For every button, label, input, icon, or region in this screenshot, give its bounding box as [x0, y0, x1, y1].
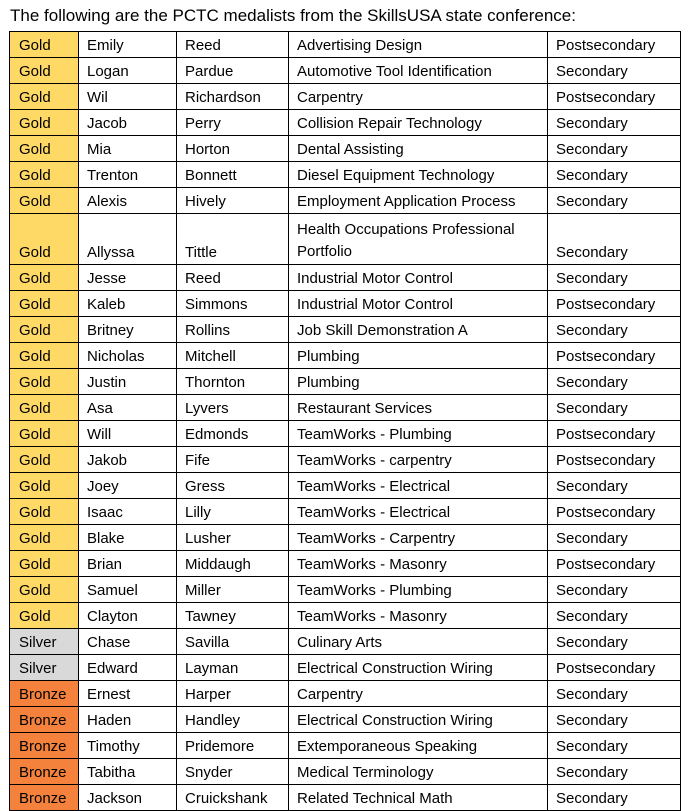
last-name-cell: Thornton — [177, 369, 289, 395]
last-name-cell: Savilla — [177, 629, 289, 655]
last-name-cell: Harper — [177, 681, 289, 707]
last-name-cell: Hively — [177, 188, 289, 214]
first-name-cell: Justin — [79, 369, 177, 395]
first-name-cell: Ernest — [79, 681, 177, 707]
medal-cell: Gold — [10, 577, 79, 603]
medal-cell: Silver — [10, 629, 79, 655]
event-cell: Medical Terminology — [289, 759, 548, 785]
last-name-cell: Edmonds — [177, 421, 289, 447]
event-cell: TeamWorks - Electrical — [289, 499, 548, 525]
first-name-cell: Logan — [79, 58, 177, 84]
event-cell: Dental Assisting — [289, 136, 548, 162]
table-row — [10, 733, 681, 759]
level-cell: Postsecondary — [548, 343, 681, 369]
first-name-cell: Mia — [79, 136, 177, 162]
first-name-cell: Nicholas — [79, 343, 177, 369]
event-cell: Carpentry — [289, 681, 548, 707]
last-name-cell: Lusher — [177, 525, 289, 551]
table-row — [10, 32, 681, 58]
level-cell: Secondary — [548, 525, 681, 551]
level-cell: Postsecondary — [548, 84, 681, 110]
level-cell: Secondary — [548, 136, 681, 162]
medal-cell: Gold — [10, 369, 79, 395]
last-name-cell: Pridemore — [177, 733, 289, 759]
medal-cell: Gold — [10, 395, 79, 421]
level-cell: Secondary — [548, 214, 681, 265]
first-name-cell: Wil — [79, 84, 177, 110]
level-cell: Secondary — [548, 369, 681, 395]
event-cell: TeamWorks - Masonry — [289, 603, 548, 629]
medal-cell: Silver — [10, 655, 79, 681]
last-name-cell: Richardson — [177, 84, 289, 110]
level-cell: Postsecondary — [548, 32, 681, 58]
event-cell: TeamWorks - Electrical — [289, 473, 548, 499]
medal-cell: Gold — [10, 343, 79, 369]
last-name-cell: Cruickshank — [177, 785, 289, 811]
level-cell: Secondary — [548, 629, 681, 655]
level-cell: Secondary — [548, 681, 681, 707]
document-heading: The following are the PCTC medalists from the SkillsUSA state conference: — [10, 6, 576, 25]
level-cell: Secondary — [548, 785, 681, 811]
table-row — [10, 785, 681, 811]
medal-cell: Gold — [10, 265, 79, 291]
event-cell: Extemporaneous Speaking — [289, 733, 548, 759]
table-row — [10, 265, 681, 291]
first-name-cell: Jackson — [79, 785, 177, 811]
last-name-cell: Tawney — [177, 603, 289, 629]
event-cell: Plumbing — [289, 343, 548, 369]
event-cell: Industrial Motor Control — [289, 265, 548, 291]
last-name-cell: Lyvers — [177, 395, 289, 421]
medal-cell: Gold — [10, 551, 79, 577]
level-cell: Postsecondary — [548, 655, 681, 681]
event-cell: Electrical Construction Wiring — [289, 655, 548, 681]
event-cell: Related Technical Math — [289, 785, 548, 811]
first-name-cell: Trenton — [79, 162, 177, 188]
table-row — [10, 759, 681, 785]
medal-cell: Gold — [10, 603, 79, 629]
first-name-cell: Chase — [79, 629, 177, 655]
medal-cell: Gold — [10, 136, 79, 162]
last-name-cell: Middaugh — [177, 551, 289, 577]
last-name-cell: Handley — [177, 707, 289, 733]
event-cell: Collision Repair Technology — [289, 110, 548, 136]
table-row — [10, 577, 681, 603]
level-cell: Secondary — [548, 317, 681, 343]
last-name-cell: Pardue — [177, 58, 289, 84]
table-row — [10, 291, 681, 317]
event-cell: Electrical Construction Wiring — [289, 707, 548, 733]
first-name-cell: Joey — [79, 473, 177, 499]
first-name-cell: Samuel — [79, 577, 177, 603]
medal-cell: Gold — [10, 58, 79, 84]
level-cell: Secondary — [548, 265, 681, 291]
table-row — [10, 707, 681, 733]
first-name-cell: Brian — [79, 551, 177, 577]
medal-cell: Gold — [10, 317, 79, 343]
first-name-cell: Will — [79, 421, 177, 447]
event-cell: Restaurant Services — [289, 395, 548, 421]
medalists-table — [9, 31, 681, 811]
event-cell: TeamWorks - Masonry — [289, 551, 548, 577]
level-cell: Secondary — [548, 707, 681, 733]
table-row — [10, 395, 681, 421]
last-name-cell: Fife — [177, 447, 289, 473]
first-name-cell: Timothy — [79, 733, 177, 759]
first-name-cell: Haden — [79, 707, 177, 733]
table-row — [10, 655, 681, 681]
last-name-cell: Perry — [177, 110, 289, 136]
table-row — [10, 447, 681, 473]
medal-cell: Gold — [10, 421, 79, 447]
last-name-cell: Reed — [177, 265, 289, 291]
last-name-cell: Bonnett — [177, 162, 289, 188]
last-name-cell: Gress — [177, 473, 289, 499]
last-name-cell: Lilly — [177, 499, 289, 525]
level-cell: Postsecondary — [548, 447, 681, 473]
table-row — [10, 629, 681, 655]
event-cell: Culinary Arts — [289, 629, 548, 655]
event-cell: Carpentry — [289, 84, 548, 110]
level-cell: Secondary — [548, 162, 681, 188]
medal-cell: Gold — [10, 84, 79, 110]
event-cell: Job Skill Demonstration A — [289, 317, 548, 343]
medal-cell: Gold — [10, 447, 79, 473]
event-cell: Plumbing — [289, 369, 548, 395]
medal-cell: Gold — [10, 32, 79, 58]
level-cell: Postsecondary — [548, 551, 681, 577]
table-row — [10, 214, 681, 265]
medal-cell: Gold — [10, 291, 79, 317]
event-cell: TeamWorks - Plumbing — [289, 577, 548, 603]
level-cell: Secondary — [548, 603, 681, 629]
medal-cell: Bronze — [10, 785, 79, 811]
event-cell: Industrial Motor Control — [289, 291, 548, 317]
last-name-cell: Miller — [177, 577, 289, 603]
last-name-cell: Reed — [177, 32, 289, 58]
table-row — [10, 499, 681, 525]
first-name-cell: Jacob — [79, 110, 177, 136]
first-name-cell: Clayton — [79, 603, 177, 629]
first-name-cell: Edward — [79, 655, 177, 681]
table-row — [10, 473, 681, 499]
first-name-cell: Blake — [79, 525, 177, 551]
medal-cell: Gold — [10, 214, 79, 265]
event-cell: Health Occupations Professional Portfolio — [289, 214, 548, 265]
last-name-cell: Horton — [177, 136, 289, 162]
level-cell: Secondary — [548, 733, 681, 759]
table-row — [10, 162, 681, 188]
last-name-cell: Rollins — [177, 317, 289, 343]
table-row — [10, 681, 681, 707]
table-row — [10, 58, 681, 84]
last-name-cell: Snyder — [177, 759, 289, 785]
table-row — [10, 188, 681, 214]
event-cell: TeamWorks - carpentry — [289, 447, 548, 473]
level-cell: Secondary — [548, 110, 681, 136]
table-row — [10, 525, 681, 551]
level-cell: Secondary — [548, 58, 681, 84]
event-cell: Employment Application Process — [289, 188, 548, 214]
table-row — [10, 603, 681, 629]
last-name-cell: Tittle — [177, 214, 289, 265]
level-cell: Secondary — [548, 759, 681, 785]
medal-cell: Bronze — [10, 759, 79, 785]
medal-cell: Bronze — [10, 707, 79, 733]
table-row — [10, 136, 681, 162]
last-name-cell: Mitchell — [177, 343, 289, 369]
first-name-cell: Jesse — [79, 265, 177, 291]
last-name-cell: Layman — [177, 655, 289, 681]
table-row — [10, 551, 681, 577]
first-name-cell: Kaleb — [79, 291, 177, 317]
medal-cell: Gold — [10, 110, 79, 136]
level-cell: Secondary — [548, 188, 681, 214]
medal-cell: Gold — [10, 162, 79, 188]
last-name-cell: Simmons — [177, 291, 289, 317]
medal-cell: Gold — [10, 525, 79, 551]
event-cell: Advertising Design — [289, 32, 548, 58]
event-cell: Automotive Tool Identification — [289, 58, 548, 84]
first-name-cell: Emily — [79, 32, 177, 58]
first-name-cell: Britney — [79, 317, 177, 343]
level-cell: Postsecondary — [548, 291, 681, 317]
first-name-cell: Asa — [79, 395, 177, 421]
level-cell: Secondary — [548, 577, 681, 603]
table-row — [10, 343, 681, 369]
table-row — [10, 84, 681, 110]
event-cell: Diesel Equipment Technology — [289, 162, 548, 188]
level-cell: Postsecondary — [548, 421, 681, 447]
first-name-cell: Alexis — [79, 188, 177, 214]
medal-cell: Gold — [10, 473, 79, 499]
first-name-cell: Allyssa — [79, 214, 177, 265]
table-row — [10, 317, 681, 343]
medalists-table-body — [10, 32, 681, 811]
medal-cell: Gold — [10, 188, 79, 214]
medal-cell: Gold — [10, 499, 79, 525]
medal-cell: Bronze — [10, 733, 79, 759]
event-cell: TeamWorks - Plumbing — [289, 421, 548, 447]
medal-cell: Bronze — [10, 681, 79, 707]
table-row — [10, 421, 681, 447]
level-cell: Postsecondary — [548, 499, 681, 525]
first-name-cell: Tabitha — [79, 759, 177, 785]
table-row — [10, 369, 681, 395]
table-row — [10, 110, 681, 136]
event-cell: TeamWorks - Carpentry — [289, 525, 548, 551]
level-cell: Secondary — [548, 473, 681, 499]
first-name-cell: Jakob — [79, 447, 177, 473]
first-name-cell: Isaac — [79, 499, 177, 525]
level-cell: Secondary — [548, 395, 681, 421]
